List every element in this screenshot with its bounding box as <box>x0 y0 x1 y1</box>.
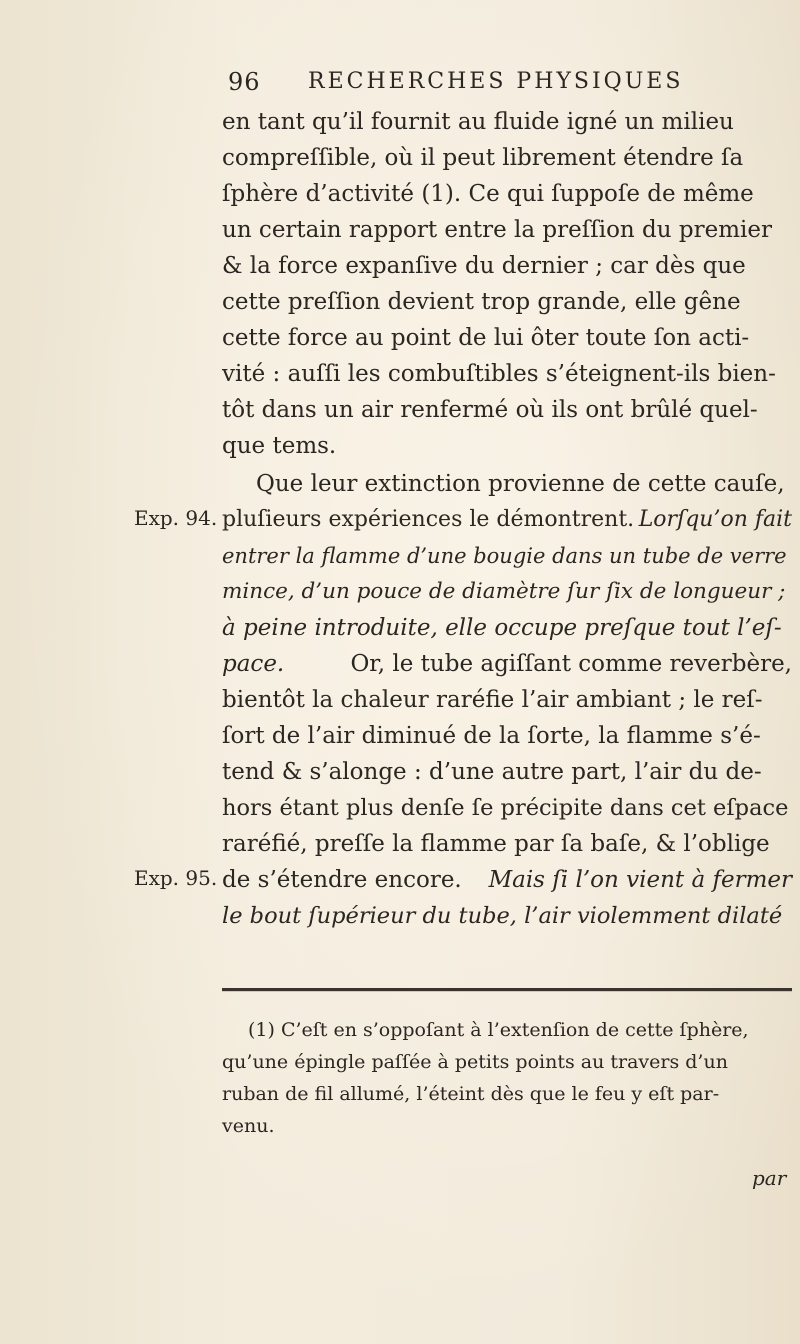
text-line: ſphère d’activité (1). Ce qui ſuppoſe de même <box>222 181 754 207</box>
text-line: cette preſſion devient trop grande, elle gêne <box>222 289 741 315</box>
text-roman: de s’étendre encore. <box>222 867 462 893</box>
text-line: tôt dans un air renfermé où ils ont brûlé quel- <box>222 397 758 423</box>
running-header <box>228 68 788 100</box>
text-roman: Or, le tube agiſſant comme reverbère, <box>350 651 792 677</box>
text-line-italic: à peine introduite, elle occupe preſque tout l’eſ- <box>222 615 782 641</box>
text-line-italic: entrer la flamme d’une bougie dans un tube de verre <box>222 544 787 568</box>
text-line: cette force au point de lui ôter toute ſon acti- <box>222 325 750 351</box>
text-line <box>222 646 792 682</box>
text-line: en tant qu’il fournit au fluide igné un milieu <box>222 109 734 135</box>
text-line <box>222 862 792 898</box>
text-italic: Mais ſi l’on vient à fermer <box>488 867 792 893</box>
footnote-rule <box>222 988 792 991</box>
text-line <box>222 502 792 538</box>
text-line: hors étant plus denſe ſe précipite dans cet eſpace <box>222 795 789 821</box>
text-italic: Lorſqu’on fait <box>638 507 792 532</box>
text-line: ſort de l’air diminué de la ſorte, la flamme s’é- <box>222 723 761 749</box>
margin-note-exp95: Exp. 95. <box>134 866 218 890</box>
text-line: compreſſible, où il peut librement étendre ſa <box>222 145 744 171</box>
text-line-italic: le bout ſupérieur du tube, l’air violemment dilaté <box>222 903 783 929</box>
running-title: RECHERCHES PHYSIQUES <box>308 69 684 94</box>
text-line: un certain rapport entre la preſſion du premier <box>222 217 773 243</box>
text-line: vité : auſſi les combuſtibles s’éteignent-ils bien- <box>222 361 776 387</box>
margin-note-exp94: Exp. 94. <box>134 506 218 530</box>
text-italic: pace. <box>222 651 285 677</box>
footnote-line: (1) C’eſt en s’oppoſant à l’extenſion de cette ſphère, <box>248 1019 749 1041</box>
paragraph-opening-line: Que leur extinction provienne de cette cauſe, <box>256 471 785 497</box>
text-line: tend & s’alonge : d’une autre part, l’air du de- <box>222 759 762 785</box>
footnote-line: venu. <box>222 1115 275 1137</box>
page-number: 96 <box>228 68 261 96</box>
footnote-line: ruban de fil allumé, l’éteint dès que le feu y eſt par- <box>222 1083 720 1105</box>
text-line: raréfié, preſſe la flamme par ſa baſe, & l’oblige <box>222 831 770 857</box>
catchword: par <box>752 1166 787 1190</box>
text-roman: pluſieurs expériences le démontrent. <box>222 507 635 532</box>
text-line-italic: mince, d’un pouce de diamètre ſur ſix de longueur ; <box>222 579 786 604</box>
text-line: que tems. <box>222 433 337 459</box>
text-line: bientôt la chaleur raréfie l’air ambiant ; le reſ- <box>222 687 763 713</box>
footnote-line: qu’une épingle paſſée à petits points au travers d’un <box>222 1051 728 1073</box>
text-line: & la force expanſive du dernier ; car dès que <box>222 253 746 279</box>
